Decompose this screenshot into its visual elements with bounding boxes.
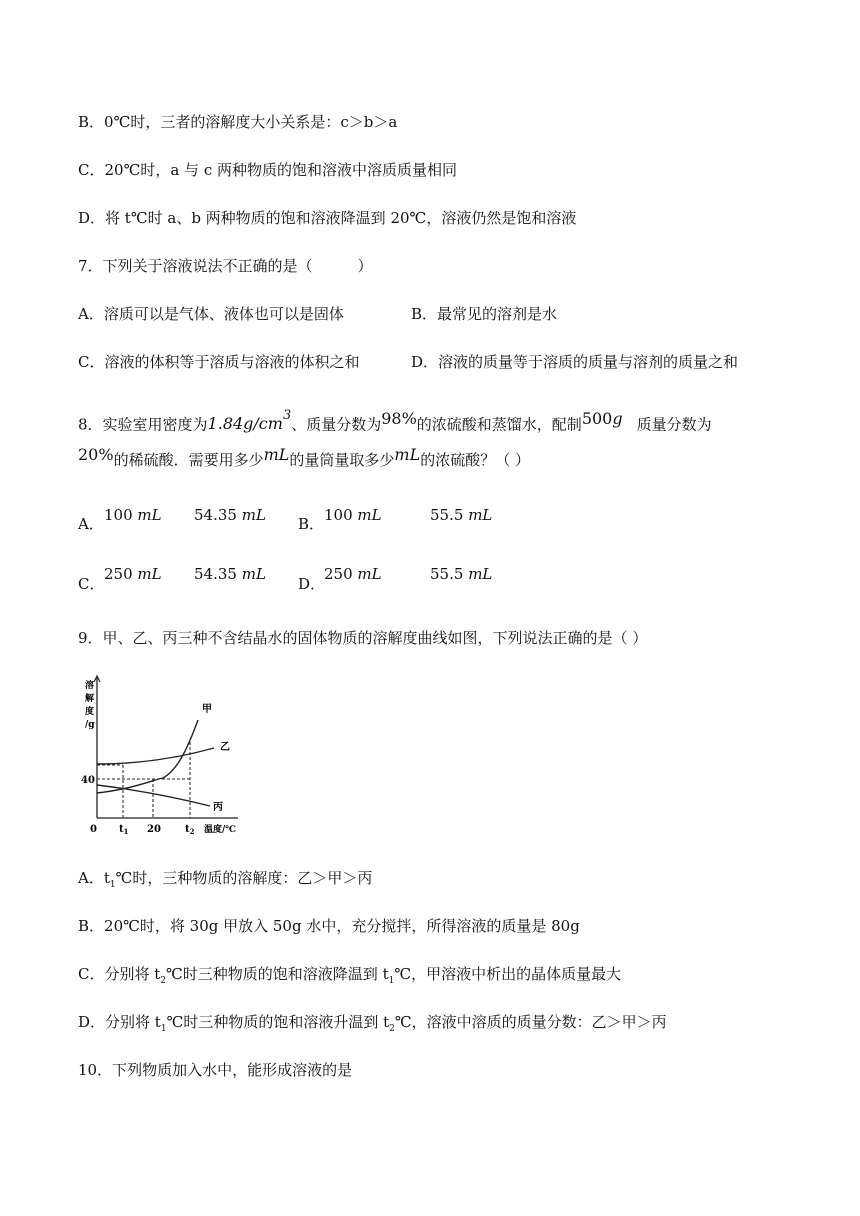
curve-bing-label: 丙 <box>213 802 223 813</box>
q9-option-d: D．分别将 $t_1℃$时三种物质的饱和溶液升温到 $t_2℃$，溶液中溶质的质量分数：乙＞甲＞丙 <box>78 1013 667 1034</box>
q8-stem-line1 <box>78 409 712 435</box>
x-tick-t2: $t_2$ <box>185 824 195 836</box>
curve-jia-label: 甲 <box>202 704 212 715</box>
q7-option-c: C．溶液的体积等于溶质与溶液的体积之和 <box>78 353 360 371</box>
graph-ylabel-2: 解 <box>85 694 95 704</box>
q8-ml-unit: mL <box>263 445 290 464</box>
q9-option-a: A．$t_1℃$时，三种物质的溶解度：乙＞甲＞丙 <box>78 869 373 890</box>
q7-option-d: D．溶液的质量等于溶质的质量与溶剂的质量之和 <box>411 353 739 371</box>
q6-option-c: C．20℃时，a 与 c 两种物质的饱和溶液中溶质质量相同 <box>78 161 457 179</box>
q9-stem: 9．甲、乙、丙三种不含结晶水的固体物质的溶解度曲线如图，下列说法正确的是（ ） <box>78 629 648 647</box>
q8-text: 的量筒量取多少 <box>289 451 395 469</box>
graph-ylabel-3: 度 <box>85 707 95 717</box>
x-origin: 0 <box>90 824 97 835</box>
q10-stem: 10．下列物质加入水中，能形成溶液的是 <box>78 1061 353 1079</box>
solubility-graph <box>78 672 248 840</box>
x-tick-t1: $t_1$ <box>119 824 129 836</box>
q9-option-b: B．20℃时，将 30g 甲放入 50g 水中，充分搅拌，所得溶液的质量是 80g <box>78 917 580 935</box>
curve-yi <box>97 748 214 764</box>
graph-ylabel-1: 溶 <box>85 681 95 691</box>
q8-text: 的浓硫酸？（ ） <box>420 451 530 469</box>
q6-option-b: B．0℃时，三者的溶解度大小关系是：c＞b＞a <box>78 113 398 131</box>
q8-density: $1.84g/cm^3$ <box>207 408 292 434</box>
q9-option-c: C．分别将 $t_2℃$时三种物质的饱和溶液降温到 $t_1℃$，甲溶液中析出的晶体质量最大 <box>78 965 622 986</box>
q7-option-b: B．最常见的溶剂是水 <box>411 305 558 323</box>
q7-stem: 7．下列关于溶液说法不正确的是（ ） <box>78 257 373 275</box>
curve-jia <box>97 720 198 793</box>
q8-text: 的稀硫酸．需要用多少 <box>113 451 264 469</box>
q8-pct20: 20% <box>78 445 114 464</box>
x-axis-label: 温度/℃ <box>204 825 237 835</box>
q8-ml-unit: mL <box>394 445 421 464</box>
q6-option-d: D．将 t℃时 a、b 两种物质的饱和溶液降温到 20℃，溶液仍然是饱和溶液 <box>78 209 577 227</box>
graph-ylabel-4: /g <box>85 720 95 730</box>
q8-text: 、质量分数为 <box>291 415 382 434</box>
curve-yi-label: 乙 <box>220 742 230 753</box>
q8-stem-line2 <box>78 445 530 471</box>
q8-text: 的浓硫酸和蒸馏水，配制 <box>416 415 582 434</box>
q8-mass: 500g <box>581 409 623 429</box>
q8-text: 8．实验室用密度为 <box>78 415 208 434</box>
q7-option-a: A．溶质可以是气体、液体也可以是固体 <box>78 305 344 323</box>
x-tick-20: 20 <box>147 824 161 835</box>
y-tick-40: 40 <box>81 775 95 786</box>
q8-pct98: 98% <box>381 409 417 429</box>
q8-text: 质量分数为 <box>636 415 712 434</box>
